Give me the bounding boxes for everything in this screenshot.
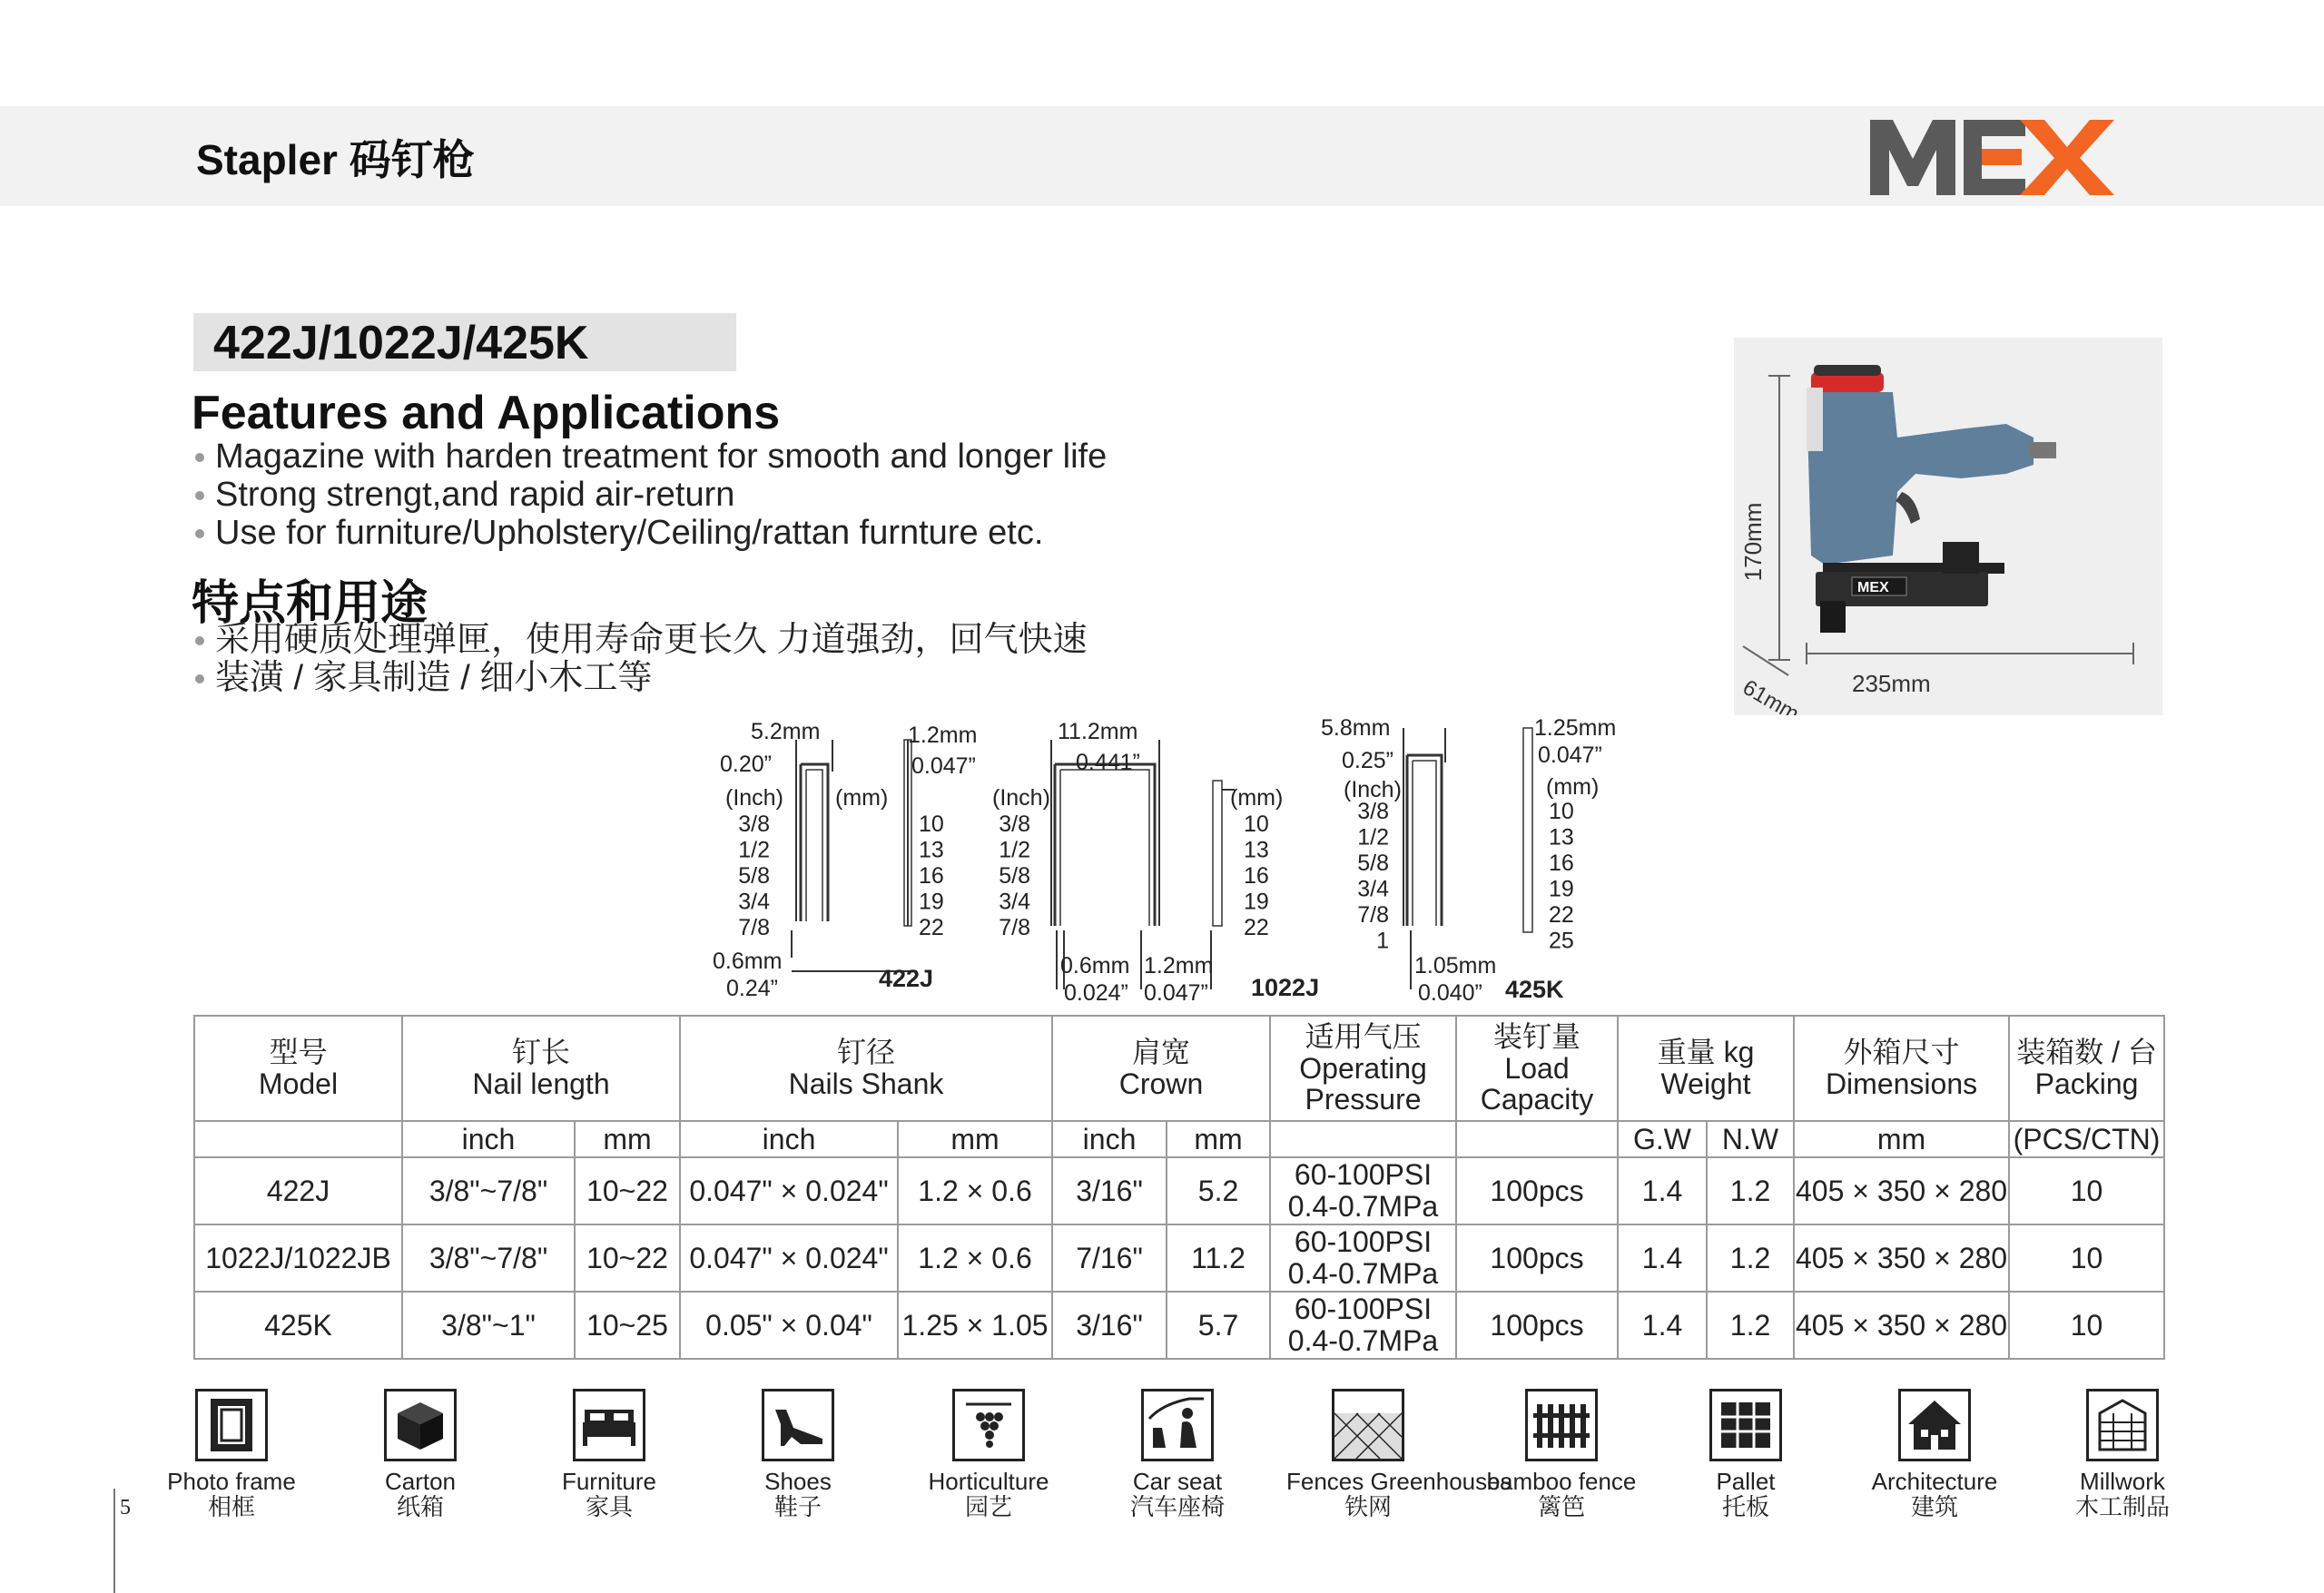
- cell-crown-mm: 11.2: [1167, 1224, 1270, 1292]
- application-millwork: Millwork 木工制品: [2041, 1389, 2204, 1519]
- header-model: 型号 Model: [194, 1016, 402, 1121]
- cell-load: 100pcs: [1456, 1292, 1618, 1359]
- cell-nw: 1.2: [1707, 1292, 1794, 1359]
- cell-length-mm: 10~25: [575, 1292, 680, 1359]
- cell-shank-inch: 0.05" × 0.04": [680, 1292, 898, 1359]
- staple-mm-tick: 22: [919, 915, 944, 940]
- cell-shank-inch: 0.047" × 0.024": [680, 1224, 898, 1292]
- staple-crown-inch: 0.20”: [720, 752, 772, 777]
- cell-nw: 1.2: [1707, 1224, 1794, 1292]
- header-load: 装钉量 Load Capacity: [1456, 1016, 1618, 1121]
- cell-model: 1022J/1022JB: [194, 1224, 402, 1292]
- cell-length-inch: 3/8"~7/8": [402, 1224, 575, 1292]
- staple-wire-inch: 0.047”: [911, 753, 976, 779]
- application-fences-greenhouses: Fences Greenhouses 铁网: [1286, 1389, 1450, 1519]
- staple-model-label: 422J: [879, 965, 934, 992]
- unit-cell: mm: [1167, 1121, 1270, 1157]
- staple-model-label: 425K: [1505, 976, 1564, 1003]
- cell-load: 100pcs: [1456, 1224, 1618, 1292]
- staple-inch-tick: 7/8: [999, 915, 1030, 940]
- staple-inch-tick: 5/8: [1357, 851, 1389, 876]
- page-title: Stapler 码钉枪: [196, 136, 475, 183]
- staple-bottom-mm: 0.6mm: [1060, 953, 1130, 978]
- staple-mm-tick: 16: [919, 863, 944, 889]
- unit-cell: N.W: [1707, 1121, 1794, 1157]
- staple-mm-tick: 10: [1549, 799, 1574, 824]
- cell-dims: 405 × 350 × 280: [1794, 1292, 2009, 1359]
- model-title: 422J/1022J/425K: [213, 317, 589, 369]
- staple-crown-inch: 0.441”: [1076, 750, 1140, 775]
- staple-inch-tick: 3/8: [999, 811, 1030, 837]
- cell-packing: 10: [2009, 1292, 2164, 1359]
- brand-logo: [1866, 109, 2120, 204]
- staple-bottom-mm: 0.6mm: [713, 949, 783, 974]
- staple-inch-tick: 7/8: [1357, 902, 1389, 928]
- staple-inch-label: (Inch): [725, 785, 783, 811]
- photo-frame-icon: [195, 1389, 268, 1461]
- cell-pressure: 60-100PSI 0.4-0.7MPa: [1270, 1224, 1456, 1292]
- staple-inch-tick: 1/2: [999, 837, 1030, 863]
- staple-mm-tick: 10: [919, 811, 944, 837]
- features-list-zh: [193, 621, 1088, 697]
- staple-mm-label: (mm): [1546, 774, 1600, 800]
- header-pressure: 适用气压 Operating Pressure: [1270, 1016, 1456, 1121]
- staple-spec-diagrams: [690, 708, 1652, 1008]
- cell-dims: 405 × 350 × 280: [1794, 1157, 2009, 1224]
- table-row: [194, 1224, 2164, 1292]
- staple-crown-mm: 5.2mm: [751, 719, 821, 744]
- staple-wire-mm: 1.25mm: [1534, 715, 1617, 741]
- application-furniture: Furniture 家具: [527, 1389, 691, 1519]
- pallet-icon: [1709, 1389, 1782, 1461]
- height-dimension: 170mm: [1739, 502, 1767, 582]
- staple-bottom-mm: 1.05mm: [1414, 953, 1497, 978]
- application-carton: Carton 纸箱: [339, 1389, 502, 1519]
- grapes-icon: [952, 1389, 1025, 1461]
- staple-inch-tick: 3/4: [1357, 876, 1389, 902]
- fence-icon: [1525, 1389, 1598, 1461]
- staple-inch-tick: 1: [1376, 928, 1389, 954]
- product-photo: [1734, 338, 2162, 715]
- cell-length-inch: 3/8"~7/8": [402, 1157, 575, 1224]
- staple-inch-tick: 5/8: [738, 863, 770, 889]
- staple-mm-tick: 19: [1549, 876, 1574, 902]
- header-dimensions: 外箱尺寸 Dimensions: [1794, 1016, 2009, 1121]
- spec-table: [193, 1015, 2165, 1360]
- cell-length-inch: 3/8"~1": [402, 1292, 575, 1359]
- application-horticulture: Horticulture 园艺: [907, 1389, 1070, 1519]
- staple-inch-tick: 3/4: [738, 889, 770, 915]
- staple-crown-inch: 0.25”: [1342, 748, 1393, 773]
- cell-gw: 1.4: [1618, 1157, 1707, 1224]
- unit-cell: [1270, 1121, 1456, 1157]
- unit-cell: mm: [1794, 1121, 2009, 1157]
- unit-cell: G.W: [1618, 1121, 1707, 1157]
- unit-cell: mm: [575, 1121, 680, 1157]
- staple-model-label: 1022J: [1251, 974, 1320, 1001]
- staple-bottom-inch: 0.040”: [1418, 980, 1482, 1006]
- cell-packing: 10: [2009, 1157, 2164, 1224]
- header-crown: 肩宽 Crown: [1052, 1016, 1270, 1121]
- unit-cell: inch: [1052, 1121, 1167, 1157]
- header-weight: 重量 kg Weight: [1618, 1016, 1794, 1121]
- millwork-icon: [2086, 1389, 2159, 1461]
- tool-label: MEX: [1857, 580, 1889, 595]
- cell-pressure: 60-100PSI 0.4-0.7MPa: [1270, 1157, 1456, 1224]
- header-nails-shank: 钉径 Nails Shank: [680, 1016, 1052, 1121]
- header-nail-length: 钉长 Nail length: [402, 1016, 680, 1121]
- staple-mm-tick: 13: [1549, 824, 1574, 851]
- cell-load: 100pcs: [1456, 1157, 1618, 1224]
- cell-pressure: 60-100PSI 0.4-0.7MPa: [1270, 1292, 1456, 1359]
- table-row: [194, 1157, 2164, 1224]
- page-rule: [113, 1489, 115, 1593]
- cell-length-mm: 10~22: [575, 1157, 680, 1224]
- application-architecture: Architecture 建筑: [1853, 1389, 2016, 1519]
- staple-mm-tick: 19: [1244, 889, 1269, 915]
- width-dimension: 235mm: [1852, 670, 1931, 697]
- page-number: 5: [120, 1496, 131, 1519]
- depth-dimension: 61mm: [1738, 674, 1804, 715]
- feature-item: 采用硬质处理弹匣，使用寿命更长久 力道强劲，回气快速: [193, 621, 1088, 659]
- staple-bottom-inch: 0.024”: [1064, 980, 1128, 1006]
- cell-gw: 1.4: [1618, 1292, 1707, 1359]
- furniture-icon: [573, 1389, 645, 1461]
- cell-shank-mm: 1.2 × 0.6: [898, 1224, 1052, 1292]
- unit-cell: [194, 1121, 402, 1157]
- cell-length-mm: 10~22: [575, 1224, 680, 1292]
- cell-dims: 405 × 350 × 280: [1794, 1224, 2009, 1292]
- application-pallet: Pallet 托板: [1664, 1389, 1827, 1519]
- cell-gw: 1.4: [1618, 1224, 1707, 1292]
- cell-crown-mm: 5.7: [1167, 1292, 1270, 1359]
- staple-crown-mm: 5.8mm: [1321, 715, 1391, 741]
- carton-icon: [384, 1389, 457, 1461]
- staple-inch-tick: 7/8: [738, 915, 770, 940]
- staple-inch-tick: 1/2: [1357, 824, 1389, 851]
- staple-mm-tick: 19: [919, 889, 944, 915]
- header-packing: 装箱数 / 台 Packing: [2009, 1016, 2164, 1121]
- staple-mm-tick: 16: [1549, 851, 1574, 876]
- cell-model: 425K: [194, 1292, 402, 1359]
- staple-inch-tick: 5/8: [999, 863, 1030, 889]
- staple-mm-tick: 25: [1549, 928, 1574, 954]
- staple-mm-tick: 10: [1244, 811, 1269, 837]
- application-photo-frame: Photo frame 相框: [150, 1389, 313, 1519]
- cell-crown-inch: 3/16": [1052, 1157, 1167, 1224]
- cell-crown-inch: 7/16": [1052, 1224, 1167, 1292]
- feature-item: Use for furniture/Upholstery/Ceiling/rattan furnture etc.: [193, 514, 1107, 552]
- staple-mm-tick: 13: [919, 837, 944, 863]
- cell-crown-mm: 5.2: [1167, 1157, 1270, 1224]
- cell-packing: 10: [2009, 1224, 2164, 1292]
- unit-cell: inch: [402, 1121, 575, 1157]
- staple-mm-label: (mm): [835, 785, 889, 811]
- house-icon: [1898, 1389, 1971, 1461]
- staple-inch-label: (Inch): [1344, 777, 1402, 802]
- cell-model: 422J: [194, 1157, 402, 1224]
- features-heading-zh: 特点和用途: [192, 577, 428, 630]
- table-row: [194, 1292, 2164, 1359]
- staple-bottom-inch: 0.047”: [1144, 980, 1208, 1006]
- cell-crown-inch: 3/16": [1052, 1292, 1167, 1359]
- staple-mm-tick: 16: [1244, 863, 1269, 889]
- feature-item: Strong strengt,and rapid air-return: [193, 476, 1107, 514]
- staple-wire-mm: 1.2mm: [908, 723, 978, 748]
- cell-shank-mm: 1.25 × 1.05: [898, 1292, 1052, 1359]
- application-car-seat: Car seat 汽车座椅: [1096, 1389, 1259, 1519]
- staple-inch-tick: 3/8: [1357, 799, 1389, 824]
- staple-inch-tick: 3/8: [738, 811, 770, 837]
- staple-bottom-inch: 0.24”: [726, 976, 778, 1001]
- cell-shank-inch: 0.047" × 0.024": [680, 1157, 898, 1224]
- mesh-icon: [1332, 1389, 1404, 1461]
- staple-mm-tick: 13: [1244, 837, 1269, 863]
- staple-inch-tick: 1/2: [738, 837, 770, 863]
- staple-crown-mm: 11.2mm: [1058, 719, 1138, 744]
- cell-shank-mm: 1.2 × 0.6: [898, 1157, 1052, 1224]
- features-heading-en: Features and Applications: [192, 387, 781, 439]
- feature-item: Magazine with harden treatment for smooth and longer life: [193, 438, 1107, 476]
- feature-item: 装潢 / 家具制造 / 细小木工等: [193, 659, 1088, 697]
- unit-cell: [1456, 1121, 1618, 1157]
- staple-wire-inch: 0.047”: [1538, 742, 1602, 768]
- staple-mm-tick: 22: [1549, 902, 1574, 928]
- staple-mm-tick: 22: [1244, 915, 1269, 940]
- unit-cell: mm: [898, 1121, 1052, 1157]
- car-seat-icon: [1141, 1389, 1214, 1461]
- cell-nw: 1.2: [1707, 1157, 1794, 1224]
- application-shoes: Shoes 鞋子: [716, 1389, 880, 1519]
- shoe-icon: [762, 1389, 834, 1461]
- staple-mm-label: (mm): [1230, 785, 1284, 811]
- application-bamboo-fence: bamboo fence 篱笆: [1480, 1389, 1643, 1519]
- staple-bottom-mm: 1.2mm: [1144, 953, 1214, 978]
- features-list-en: [193, 438, 1107, 552]
- staple-inch-label: (Inch): [992, 785, 1050, 811]
- staple-inch-tick: 3/4: [999, 889, 1030, 915]
- unit-cell: inch: [680, 1121, 898, 1157]
- unit-cell: (PCS/CTN): [2009, 1121, 2164, 1157]
